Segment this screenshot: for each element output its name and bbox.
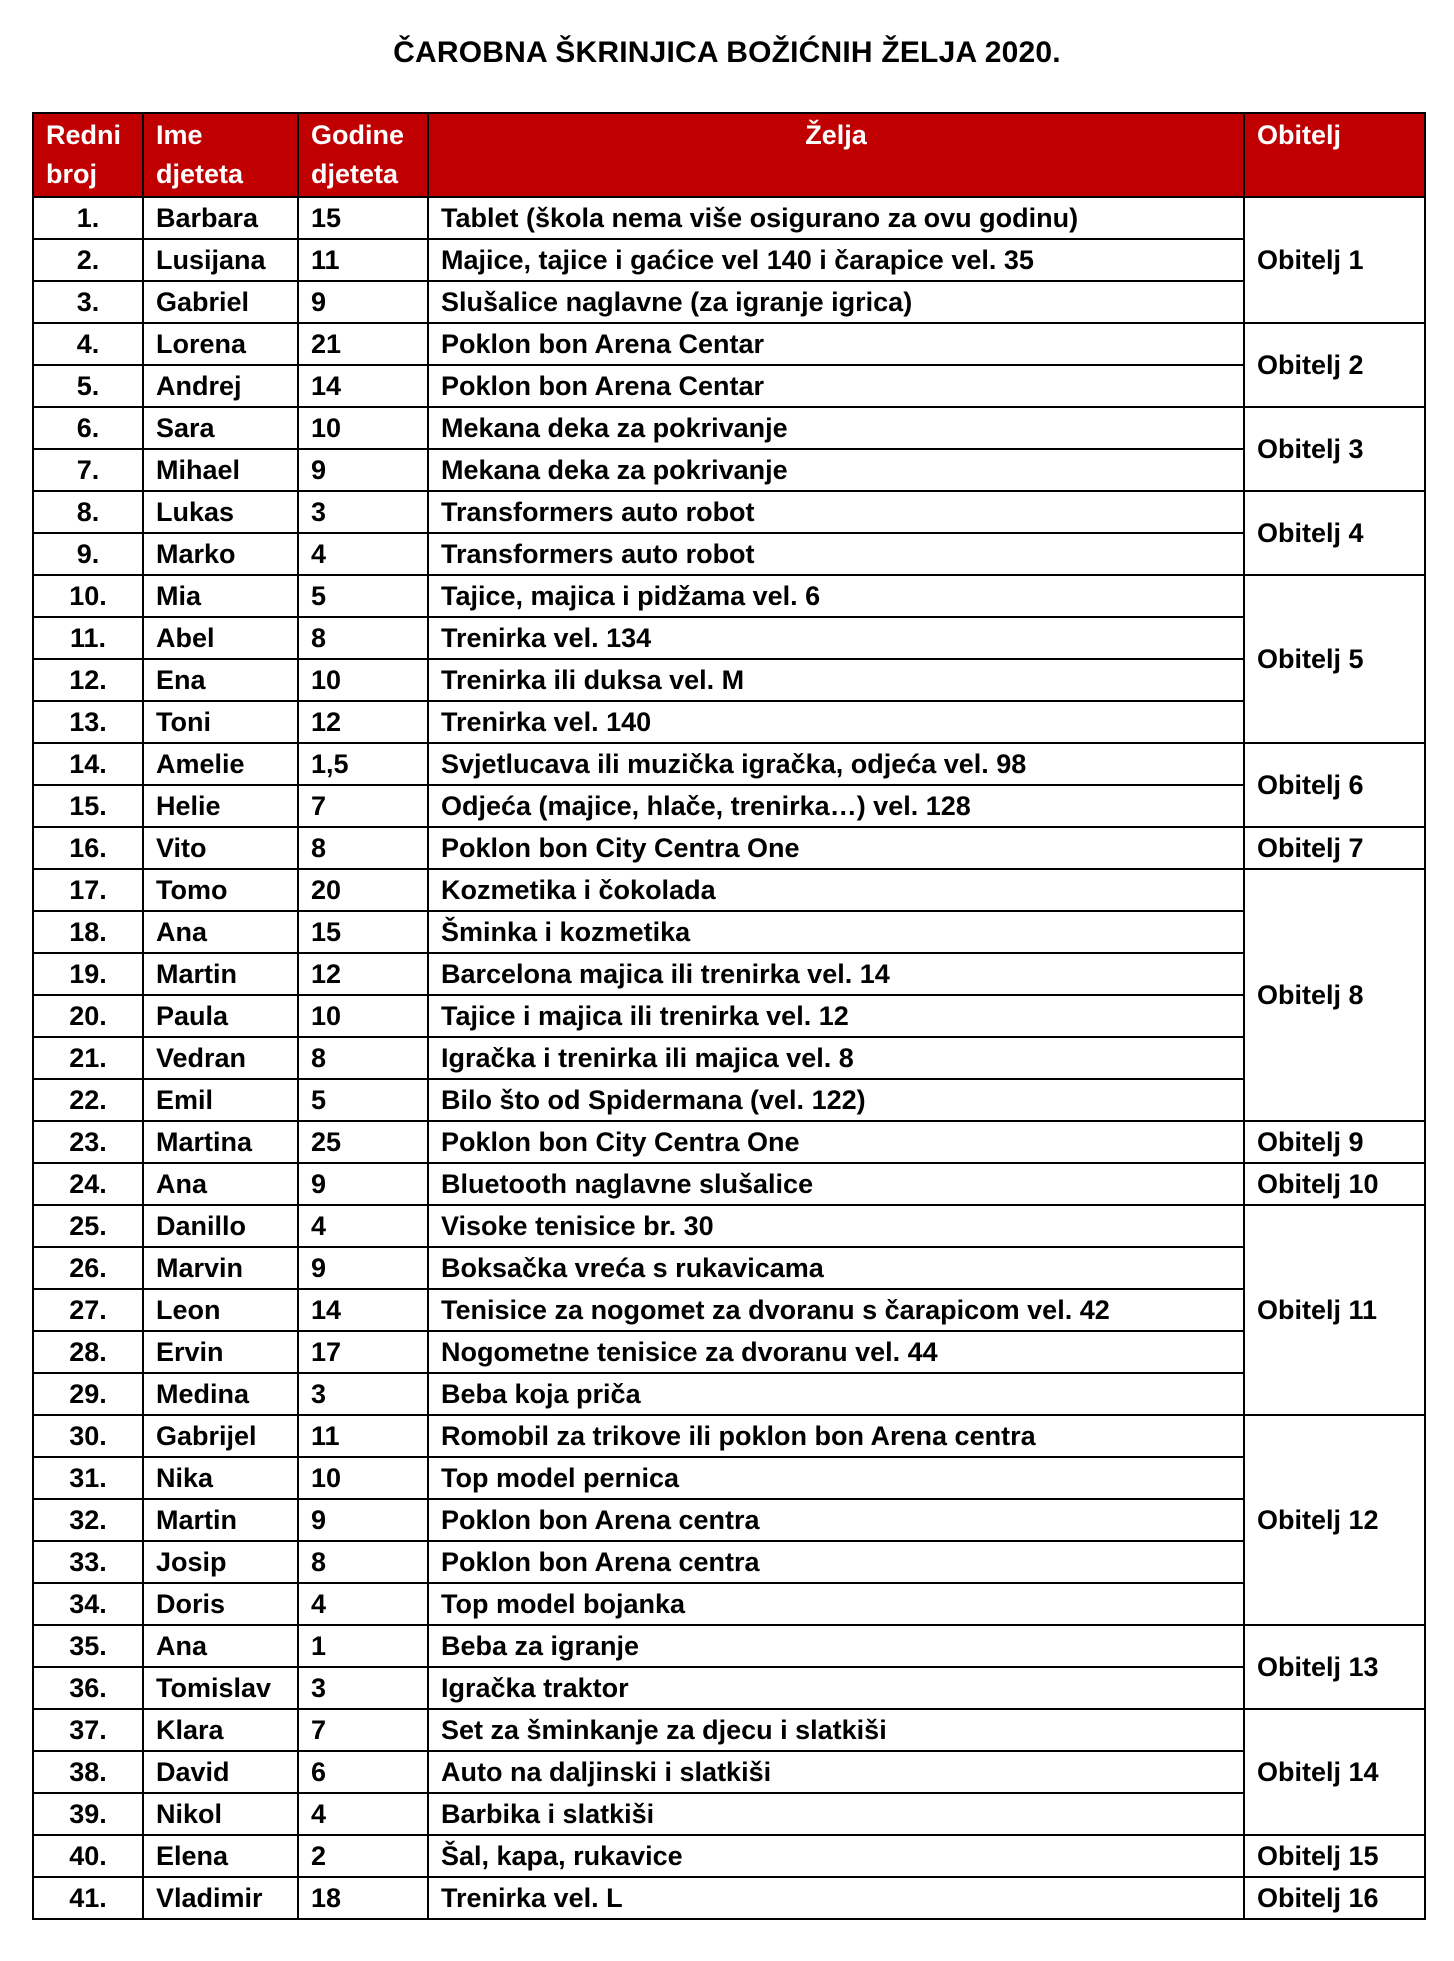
row-wish: Transformers auto robot <box>428 533 1244 575</box>
row-wish: Nogometne tenisice za dvoranu vel. 44 <box>428 1331 1244 1373</box>
table-row <box>33 1079 1425 1121</box>
row-name: Danillo <box>143 1205 298 1247</box>
row-wish: Trenirka vel. 134 <box>428 617 1244 659</box>
row-name: Gabrijel <box>143 1415 298 1457</box>
row-age: 7 <box>298 1709 428 1751</box>
row-name: Gabriel <box>143 281 298 323</box>
row-wish: Top model pernica <box>428 1457 1244 1499</box>
table-row <box>33 827 1425 869</box>
row-wish: Boksačka vreća s rukavicama <box>428 1247 1244 1289</box>
table-row <box>33 323 1425 365</box>
row-wish: Trenirka ili duksa vel. M <box>428 659 1244 701</box>
table-header <box>33 113 1425 197</box>
header-age: Godine djeteta <box>298 113 428 197</box>
row-number: 31. <box>33 1457 143 1499</box>
row-name: Vedran <box>143 1037 298 1079</box>
row-number: 18. <box>33 911 143 953</box>
row-name: Amelie <box>143 743 298 785</box>
table-row <box>33 1793 1425 1835</box>
table-row <box>33 743 1425 785</box>
table-row <box>33 1289 1425 1331</box>
table-body <box>33 197 1425 1919</box>
row-number: 32. <box>33 1499 143 1541</box>
row-age: 10 <box>298 995 428 1037</box>
table-row <box>33 1205 1425 1247</box>
table-row <box>33 239 1425 281</box>
row-age: 15 <box>298 911 428 953</box>
row-age: 4 <box>298 533 428 575</box>
row-wish: Odjeća (majice, hlače, trenirka…) vel. 128 <box>428 785 1244 827</box>
row-number: 33. <box>33 1541 143 1583</box>
row-number: 38. <box>33 1751 143 1793</box>
row-name: Vladimir <box>143 1877 298 1919</box>
row-age: 10 <box>298 1457 428 1499</box>
row-number: 15. <box>33 785 143 827</box>
row-wish: Tenisice za nogomet za dvoranu s čarapicom vel. 42 <box>428 1289 1244 1331</box>
row-name: Marvin <box>143 1247 298 1289</box>
table-row <box>33 197 1425 239</box>
row-number: 37. <box>33 1709 143 1751</box>
row-wish: Igračka traktor <box>428 1667 1244 1709</box>
header-name: Ime djeteta <box>143 113 298 197</box>
row-wish: Trenirka vel. 140 <box>428 701 1244 743</box>
row-number: 1. <box>33 197 143 239</box>
row-name: Klara <box>143 1709 298 1751</box>
row-family: Obitelj 7 <box>1244 827 1425 869</box>
header-row <box>33 113 1425 197</box>
row-age: 15 <box>298 197 428 239</box>
row-number: 29. <box>33 1373 143 1415</box>
row-wish: Romobil za trikove ili poklon bon Arena centra <box>428 1415 1244 1457</box>
table-row <box>33 1163 1425 1205</box>
row-wish: Poklon bon Arena Centar <box>428 323 1244 365</box>
row-wish: Poklon bon Arena Centar <box>428 365 1244 407</box>
row-age: 7 <box>298 785 428 827</box>
table-row <box>33 659 1425 701</box>
row-number: 30. <box>33 1415 143 1457</box>
header-family: Obitelj <box>1244 113 1425 197</box>
row-age: 3 <box>298 1373 428 1415</box>
row-number: 5. <box>33 365 143 407</box>
row-number: 26. <box>33 1247 143 1289</box>
page-title: ČAROBNA ŠKRINJICA BOŽIĆNIH ŽELJA 2020. <box>393 36 1061 69</box>
row-name: Martin <box>143 953 298 995</box>
row-wish: Top model bojanka <box>428 1583 1244 1625</box>
row-name: Lorena <box>143 323 298 365</box>
row-age: 25 <box>298 1121 428 1163</box>
row-number: 9. <box>33 533 143 575</box>
row-age: 8 <box>298 827 428 869</box>
row-age: 9 <box>298 1163 428 1205</box>
row-age: 8 <box>298 617 428 659</box>
row-family: Obitelj 8 <box>1244 869 1425 1121</box>
row-wish: Beba koja priča <box>428 1373 1244 1415</box>
table-row <box>33 1037 1425 1079</box>
table-row <box>33 1373 1425 1415</box>
row-name: Emil <box>143 1079 298 1121</box>
row-name: Vito <box>143 827 298 869</box>
row-family: Obitelj 2 <box>1244 323 1425 407</box>
row-number: 8. <box>33 491 143 533</box>
row-number: 22. <box>33 1079 143 1121</box>
row-wish: Transformers auto robot <box>428 491 1244 533</box>
row-number: 25. <box>33 1205 143 1247</box>
row-name: Tomislav <box>143 1667 298 1709</box>
row-name: Paula <box>143 995 298 1037</box>
row-name: Mia <box>143 575 298 617</box>
row-age: 9 <box>298 1499 428 1541</box>
table-row <box>33 1247 1425 1289</box>
row-number: 11. <box>33 617 143 659</box>
row-name: Ena <box>143 659 298 701</box>
row-name: Leon <box>143 1289 298 1331</box>
row-name: Mihael <box>143 449 298 491</box>
row-wish: Tajice i majica ili trenirka vel. 12 <box>428 995 1244 1037</box>
table-row <box>33 449 1425 491</box>
row-number: 14. <box>33 743 143 785</box>
row-wish: Barcelona majica ili trenirka vel. 14 <box>428 953 1244 995</box>
row-wish: Barbika i slatkiši <box>428 1793 1244 1835</box>
row-wish: Šminka i kozmetika <box>428 911 1244 953</box>
row-number: 13. <box>33 701 143 743</box>
row-name: Martina <box>143 1121 298 1163</box>
row-age: 14 <box>298 1289 428 1331</box>
row-name: Lukas <box>143 491 298 533</box>
row-number: 3. <box>33 281 143 323</box>
row-age: 4 <box>298 1793 428 1835</box>
row-family: Obitelj 3 <box>1244 407 1425 491</box>
row-age: 6 <box>298 1751 428 1793</box>
row-family: Obitelj 1 <box>1244 197 1425 323</box>
row-name: Josip <box>143 1541 298 1583</box>
row-name: Ana <box>143 911 298 953</box>
row-name: Ana <box>143 1163 298 1205</box>
row-number: 7. <box>33 449 143 491</box>
row-age: 9 <box>298 1247 428 1289</box>
row-family: Obitelj 12 <box>1244 1415 1425 1625</box>
table-row <box>33 1751 1425 1793</box>
row-age: 5 <box>298 1079 428 1121</box>
row-wish: Auto na daljinski i slatkiši <box>428 1751 1244 1793</box>
row-family: Obitelj 9 <box>1244 1121 1425 1163</box>
table-row <box>33 617 1425 659</box>
row-name: Tomo <box>143 869 298 911</box>
table-row <box>33 1625 1425 1667</box>
row-family: Obitelj 6 <box>1244 743 1425 827</box>
row-age: 5 <box>298 575 428 617</box>
table-row <box>33 281 1425 323</box>
row-name: Medina <box>143 1373 298 1415</box>
row-age: 11 <box>298 1415 428 1457</box>
table-row <box>33 869 1425 911</box>
row-family: Obitelj 15 <box>1244 1835 1425 1877</box>
row-wish: Poklon bon City Centra One <box>428 827 1244 869</box>
row-family: Obitelj 16 <box>1244 1877 1425 1919</box>
table-row <box>33 1457 1425 1499</box>
row-family: Obitelj 13 <box>1244 1625 1425 1709</box>
row-wish: Tablet (škola nema više osigurano za ovu godinu) <box>428 197 1244 239</box>
row-wish: Set za šminkanje za djecu i slatkiši <box>428 1709 1244 1751</box>
table-row <box>33 1415 1425 1457</box>
row-wish: Poklon bon Arena centra <box>428 1499 1244 1541</box>
table-row <box>33 1835 1425 1877</box>
row-name: Nika <box>143 1457 298 1499</box>
row-number: 28. <box>33 1331 143 1373</box>
row-number: 36. <box>33 1667 143 1709</box>
table-row <box>33 533 1425 575</box>
row-age: 8 <box>298 1037 428 1079</box>
row-wish: Šal, kapa, rukavice <box>428 1835 1244 1877</box>
row-number: 20. <box>33 995 143 1037</box>
row-family: Obitelj 4 <box>1244 491 1425 575</box>
table-row <box>33 1121 1425 1163</box>
table-row <box>33 1541 1425 1583</box>
row-name: Toni <box>143 701 298 743</box>
row-name: Ana <box>143 1625 298 1667</box>
row-number: 12. <box>33 659 143 701</box>
row-name: Barbara <box>143 197 298 239</box>
table-row <box>33 701 1425 743</box>
row-age: 9 <box>298 281 428 323</box>
row-name: David <box>143 1751 298 1793</box>
table-row <box>33 953 1425 995</box>
row-age: 1 <box>298 1625 428 1667</box>
row-name: Martin <box>143 1499 298 1541</box>
row-family: Obitelj 10 <box>1244 1163 1425 1205</box>
row-wish: Mekana deka za pokrivanje <box>428 449 1244 491</box>
row-name: Doris <box>143 1583 298 1625</box>
row-age: 8 <box>298 1541 428 1583</box>
row-number: 35. <box>33 1625 143 1667</box>
table-row <box>33 407 1425 449</box>
row-name: Lusijana <box>143 239 298 281</box>
row-wish: Slušalice naglavne (za igranje igrica) <box>428 281 1244 323</box>
row-age: 11 <box>298 239 428 281</box>
row-number: 24. <box>33 1163 143 1205</box>
table-row <box>33 911 1425 953</box>
row-number: 23. <box>33 1121 143 1163</box>
row-name: Nikol <box>143 1793 298 1835</box>
row-wish: Majice, tajice i gaćice vel 140 i čarapice vel. 35 <box>428 239 1244 281</box>
table-row <box>33 1499 1425 1541</box>
table-row <box>33 785 1425 827</box>
row-number: 21. <box>33 1037 143 1079</box>
row-wish: Trenirka vel. L <box>428 1877 1244 1919</box>
row-wish: Poklon bon Arena centra <box>428 1541 1244 1583</box>
row-age: 12 <box>298 701 428 743</box>
row-age: 9 <box>298 449 428 491</box>
table-row <box>33 1709 1425 1751</box>
row-age: 12 <box>298 953 428 995</box>
row-number: 16. <box>33 827 143 869</box>
row-number: 4. <box>33 323 143 365</box>
row-wish: Bilo što od Spidermana (vel. 122) <box>428 1079 1244 1121</box>
row-wish: Bluetooth naglavne slušalice <box>428 1163 1244 1205</box>
table-row <box>33 491 1425 533</box>
row-age: 3 <box>298 491 428 533</box>
row-age: 17 <box>298 1331 428 1373</box>
row-name: Abel <box>143 617 298 659</box>
row-number: 10. <box>33 575 143 617</box>
row-age: 10 <box>298 659 428 701</box>
row-wish: Igračka i trenirka ili majica vel. 8 <box>428 1037 1244 1079</box>
row-age: 20 <box>298 869 428 911</box>
header-number: Redni broj <box>33 113 143 197</box>
row-family: Obitelj 5 <box>1244 575 1425 743</box>
row-age: 10 <box>298 407 428 449</box>
table-row <box>33 1331 1425 1373</box>
table-row <box>33 365 1425 407</box>
row-wish: Tajice, majica i pidžama vel. 6 <box>428 575 1244 617</box>
row-age: 3 <box>298 1667 428 1709</box>
row-age: 1,5 <box>298 743 428 785</box>
table-row <box>33 1583 1425 1625</box>
header-wish: Želja <box>428 113 1244 197</box>
table-row <box>33 1877 1425 1919</box>
row-age: 21 <box>298 323 428 365</box>
row-age: 4 <box>298 1205 428 1247</box>
table-row <box>33 1667 1425 1709</box>
row-name: Elena <box>143 1835 298 1877</box>
row-number: 39. <box>33 1793 143 1835</box>
row-age: 2 <box>298 1835 428 1877</box>
row-name: Andrej <box>143 365 298 407</box>
row-number: 2. <box>33 239 143 281</box>
row-number: 6. <box>33 407 143 449</box>
row-wish: Beba za igranje <box>428 1625 1244 1667</box>
wishes-table <box>32 112 1426 1920</box>
row-number: 19. <box>33 953 143 995</box>
row-name: Helie <box>143 785 298 827</box>
row-name: Marko <box>143 533 298 575</box>
row-age: 18 <box>298 1877 428 1919</box>
table-row <box>33 995 1425 1037</box>
row-family: Obitelj 14 <box>1244 1709 1425 1835</box>
row-wish: Kozmetika i čokolada <box>428 869 1244 911</box>
row-number: 34. <box>33 1583 143 1625</box>
table-row <box>33 575 1425 617</box>
row-family: Obitelj 11 <box>1244 1205 1425 1415</box>
row-name: Sara <box>143 407 298 449</box>
row-number: 40. <box>33 1835 143 1877</box>
row-wish: Visoke tenisice br. 30 <box>428 1205 1244 1247</box>
row-age: 4 <box>298 1583 428 1625</box>
row-name: Ervin <box>143 1331 298 1373</box>
row-number: 17. <box>33 869 143 911</box>
row-wish: Poklon bon City Centra One <box>428 1121 1244 1163</box>
row-wish: Mekana deka za pokrivanje <box>428 407 1244 449</box>
row-age: 14 <box>298 365 428 407</box>
row-number: 27. <box>33 1289 143 1331</box>
row-wish: Svjetlucava ili muzička igračka, odjeća vel. 98 <box>428 743 1244 785</box>
row-number: 41. <box>33 1877 143 1919</box>
